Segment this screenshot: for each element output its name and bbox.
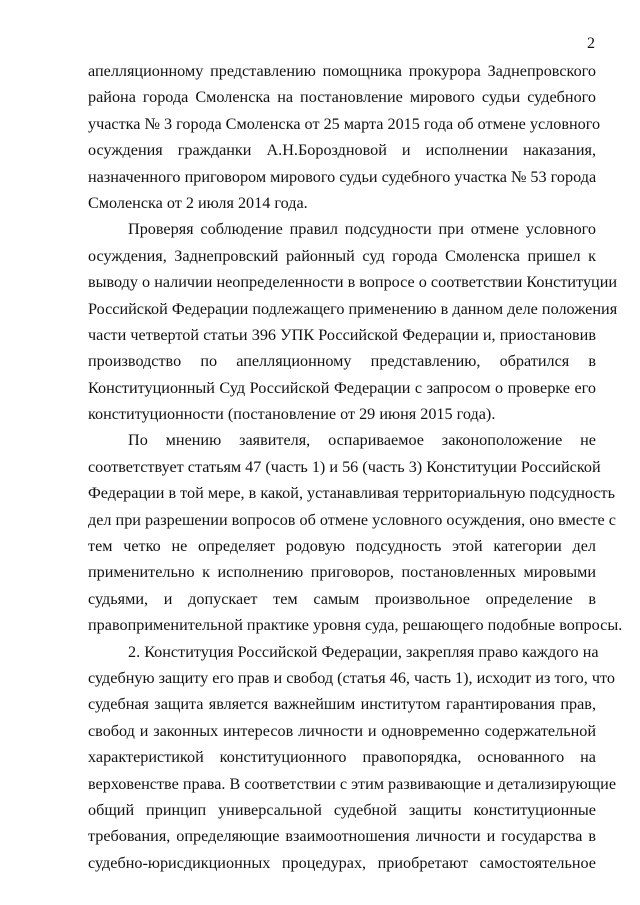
text-line: судебная защита является важнейшим институтом гарантирования прав, — [88, 695, 596, 714]
text-line: части четвертой статьи 396 УПК Российской Федерации и, приостановив — [88, 325, 596, 344]
text-line: производство по апелляционному представлению, обратился в — [88, 352, 596, 371]
text-line: Проверяя соблюдение правил подсудности при отмене условного — [128, 220, 596, 239]
text-line: соответствует статьям 47 (часть 1) и 56 (часть 3) Конституции Российской — [88, 457, 601, 476]
text-line: района города Смоленска на постановление мирового судьи судебного — [88, 88, 596, 107]
text-line: Смоленска от 2 июля 2014 года. — [88, 193, 308, 212]
text-line: тем четко не определяет родовую подсудность этой категории дел — [88, 537, 596, 556]
document-body — [88, 58, 623, 876]
text-line: Конституционный Суд Российской Федерации с запросом о проверке его — [88, 378, 596, 397]
paragraph-3 — [88, 427, 623, 638]
paragraph-1 — [88, 58, 601, 216]
text-line: свобод и законных интересов личности и одновременно содержательной — [88, 721, 596, 740]
text-line: По мнению заявителя, оспариваемое законоположение не — [128, 431, 596, 450]
paragraph-2 — [88, 216, 618, 427]
text-line: назначенного приговором мирового судьи судебного участка № 53 города — [88, 167, 597, 186]
text-line: требования, определяющие взаимоотношения личности и государства в — [88, 827, 596, 846]
text-line: судьями, и допускает тем самым произвольное определение в — [88, 589, 596, 608]
text-line: Федерации в той мере, в какой, устанавливая территориальную подсудность — [88, 484, 616, 503]
text-line: судебно-юрисдикционных процедурах, приобретают самостоятельное — [88, 853, 596, 872]
text-line: осуждения, Заднепровский районный суд города Смоленска пришел к — [88, 246, 596, 265]
paragraph-4 — [88, 639, 616, 877]
text-line: применительно к исполнению приговоров, постановленных мировыми — [88, 563, 596, 582]
text-line: правоприменительной практике уровня суда, решающего подобные вопросы. — [88, 616, 623, 635]
text-line: Российской Федерации подлежащего применению в данном деле положения — [88, 299, 618, 318]
text-line: характеристикой конституционного правопорядка, основанного на — [88, 748, 596, 767]
page-number: 2 — [587, 35, 595, 52]
text-line: выводу о наличии неопределенности в вопросе о соответствии Конституции — [88, 273, 618, 292]
text-line: участка № 3 города Смоленска от 25 марта 2015 года об отмене условного — [88, 114, 601, 133]
text-line: судебную защиту его прав и свобод (статья 46, часть 1), исходит из того, что — [88, 668, 615, 687]
text-line: апелляционному представлению помощника прокурора Заднепровского — [88, 62, 596, 80]
text-line: дел при разрешении вопросов об отмене условного осуждения, оно вместе с — [88, 510, 616, 529]
text-line: 2. Конституция Российской Федерации, закрепляя право каждого на — [128, 642, 599, 661]
text-line: общий принцип универсальной судебной защиты конституционные — [88, 800, 596, 819]
text-line: верховенстве права. В соответствии с этим развивающие и детализирующие — [88, 774, 616, 793]
text-line: конституционности (постановление от 29 июня 2015 года). — [88, 405, 496, 424]
text-line: осуждения гражданки А.Н.Бороздновой и исполнении наказания, — [88, 141, 596, 160]
